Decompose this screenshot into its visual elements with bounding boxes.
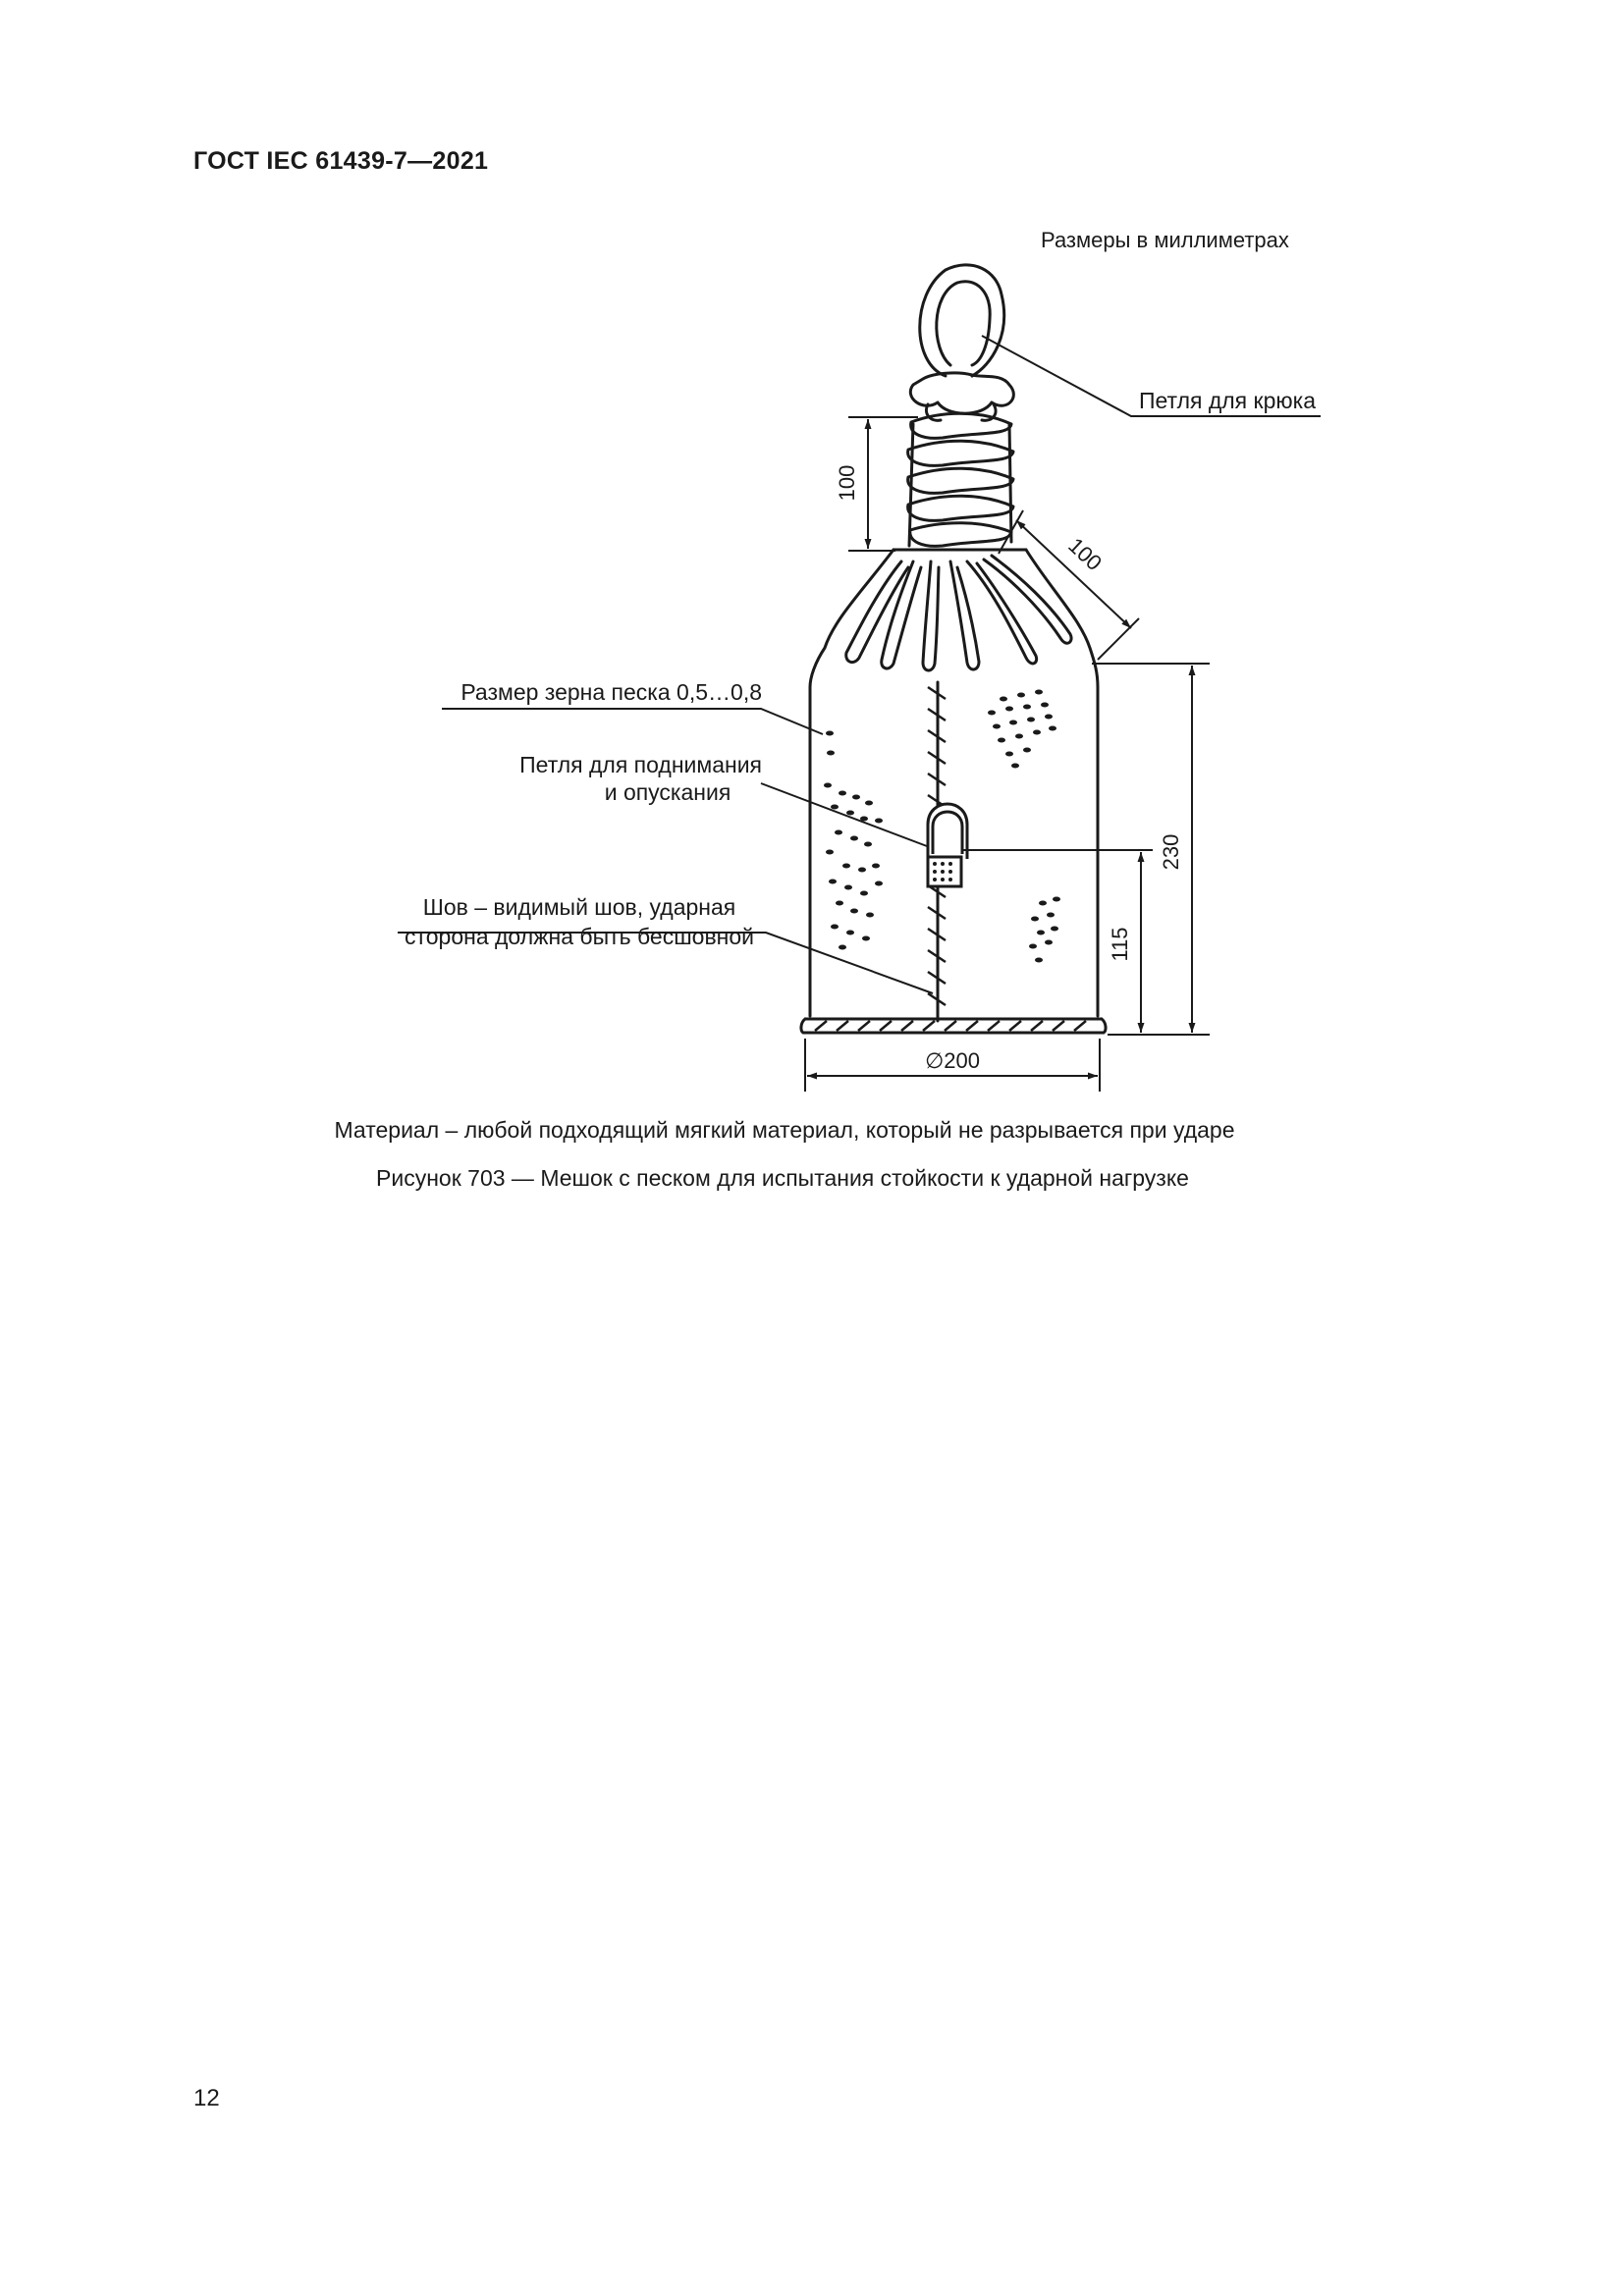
- dim-total-height-label: 230: [1159, 833, 1183, 871]
- figure-title: Рисунок 703 — Мешок с песком для испытания стойкости к ударной нагрузке: [376, 1165, 1189, 1191]
- callout-seam-line1: Шов – видимый шов, ударная: [422, 894, 736, 920]
- bag-folds: [846, 556, 1071, 670]
- lift-loop: [928, 804, 967, 886]
- dim-shoulder-line: [1016, 520, 1131, 628]
- callout-lift-loop-line1: Петля для поднимания: [519, 752, 762, 777]
- callout-sand-grain: Размер зерна песка 0,5…0,8: [460, 679, 762, 705]
- document-header: ГОСТ IEC 61439-7—2021: [193, 147, 489, 175]
- dim-loop-height-label: 115: [1108, 927, 1132, 962]
- callout-seam-line2: сторона должна быть бесшовной: [404, 924, 755, 949]
- dim-rope-height-label: 100: [835, 464, 859, 502]
- bag-shoulder-left: [810, 550, 893, 687]
- hook-loop-inner: [937, 282, 990, 365]
- callout-lift-loop-line2: и опускания: [604, 779, 731, 805]
- units-note: Размеры в миллиметрах: [1041, 228, 1289, 252]
- dim-shoulder-label: 100: [1063, 532, 1108, 576]
- leader-sand: [442, 709, 823, 734]
- dim-diameter-label: ∅200: [925, 1048, 980, 1073]
- rope-wraps: [908, 413, 1013, 546]
- lift-loop-dots: [933, 862, 952, 881]
- material-note: Материал – любой подходящий мягкий материал, который не разрывается при ударе: [334, 1117, 1235, 1143]
- callout-hook-loop: Петля для крюка: [1138, 388, 1316, 413]
- page-number: 12: [193, 2085, 220, 2111]
